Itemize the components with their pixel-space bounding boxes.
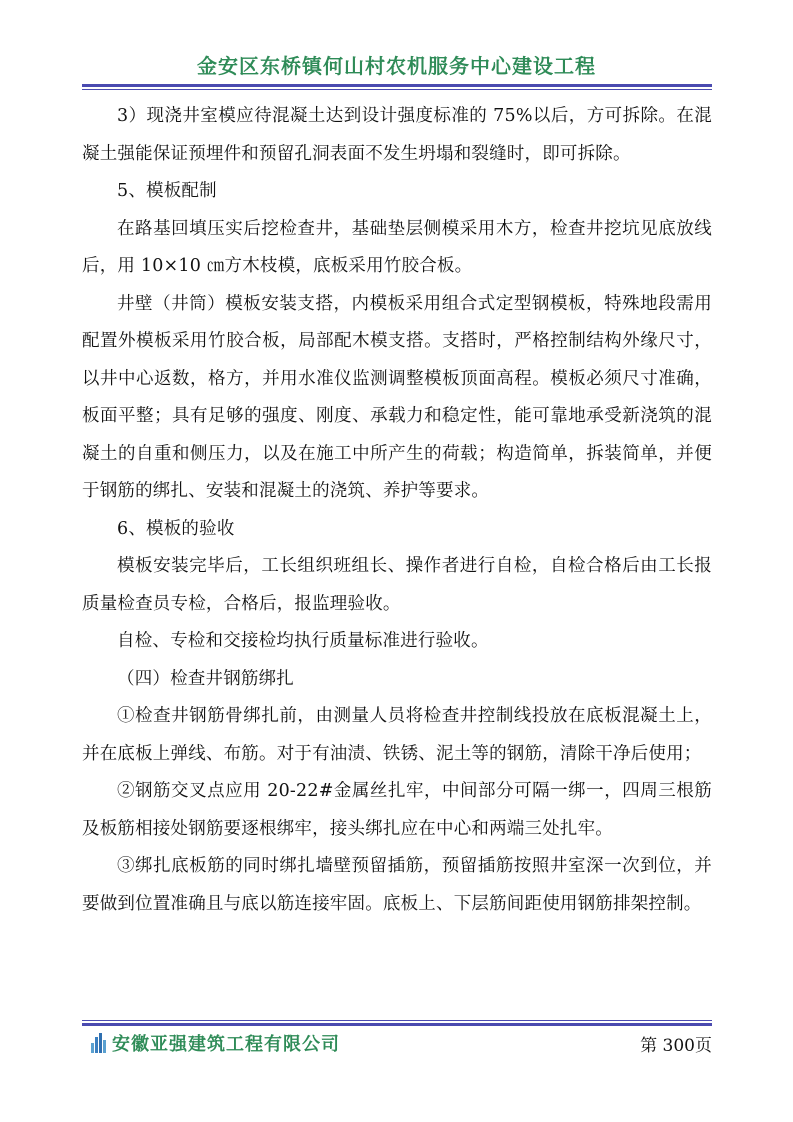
- header-rule-thin: [82, 89, 712, 90]
- paragraph: 自检、专检和交接检均执行质量标准进行验收。: [117, 631, 489, 651]
- section-heading: 5、模板配制: [117, 181, 217, 201]
- paragraph: ②钢筋交叉点应用 20-22#金属丝扎牢，中间部分可隔一绑一，四周三根筋及板筋相接处钢筋要逐根绑牢，接头绑扎应在中心和两端三处扎牢。: [82, 781, 712, 839]
- paragraph: ①检查井钢筋骨绑扎前，由测量人员将检查井控制线投放在底板混凝土上，并在底板上弹线、布筋。对于有油渍、铁锈、泥土等的钢筋，清除干净后使用；: [82, 706, 712, 764]
- section-heading: 6、模板的验收: [117, 518, 235, 539]
- footer-company: [90, 1030, 340, 1056]
- footer-rule: [82, 1023, 712, 1026]
- document-header-title: 金安区东桥镇何山村农机服务中心建设工程: [197, 54, 596, 78]
- paragraph: ③绑扎底板筋的同时绑扎墙壁预留插筋，预留插筋按照井室深一次到位，并要做到位置准确且与底以筋连接牢固。底板上、下层筋间距使用钢筋排架控制。: [82, 856, 712, 914]
- header-rule: [82, 84, 712, 87]
- section-heading: （四）检查井钢筋绑扎: [117, 668, 294, 689]
- page-number: 第 300页: [640, 1036, 712, 1056]
- paragraph: 在路基回填压实后挖检查井，基础垫层侧模采用木方，检查井挖坑见底放线后，用 10×10 ㎝方木枝模，底板采用竹胶合板。: [82, 218, 712, 276]
- company-name: 安徽亚强建筑工程有限公司: [112, 1034, 340, 1055]
- paragraph: 3）现浇井室模应待混凝土达到设计强度标准的 75%以后，方可拆除。在混凝土强能保证预埋件和预留孔洞表面不发生坍塌和裂缝时，即可拆除。: [82, 106, 712, 164]
- paragraph: 模板安装完毕后，工长组织班组长、操作者进行自检，自检合格后由工长报质量检查员专检，合格后，报监理验收。: [82, 556, 712, 614]
- document-body: [82, 98, 712, 923]
- paragraph: 井壁（井筒）模板安装支搭，内模板采用组合式定型钢模板，特殊地段需用配置外模板采用竹胶合板，局部配木模支搭。支搭时，严格控制结构外缘尺寸，以井中心返数，格方，并用水准仪监测调整模板顶面高程。模板必须尺寸准确，板面平整；具有足够的强度、刚度、承载力和稳定性，能可靠地承受新浇筑的混凝土的自重和侧压力，以及在施工中所产生的荷载；构造简单，拆装简单，并便于钢筋的绑扎、安装和混凝土的浇筑、养护等要求。: [82, 293, 712, 501]
- footer-rule-thin: [82, 1020, 712, 1021]
- building-logo-icon: [90, 1033, 108, 1053]
